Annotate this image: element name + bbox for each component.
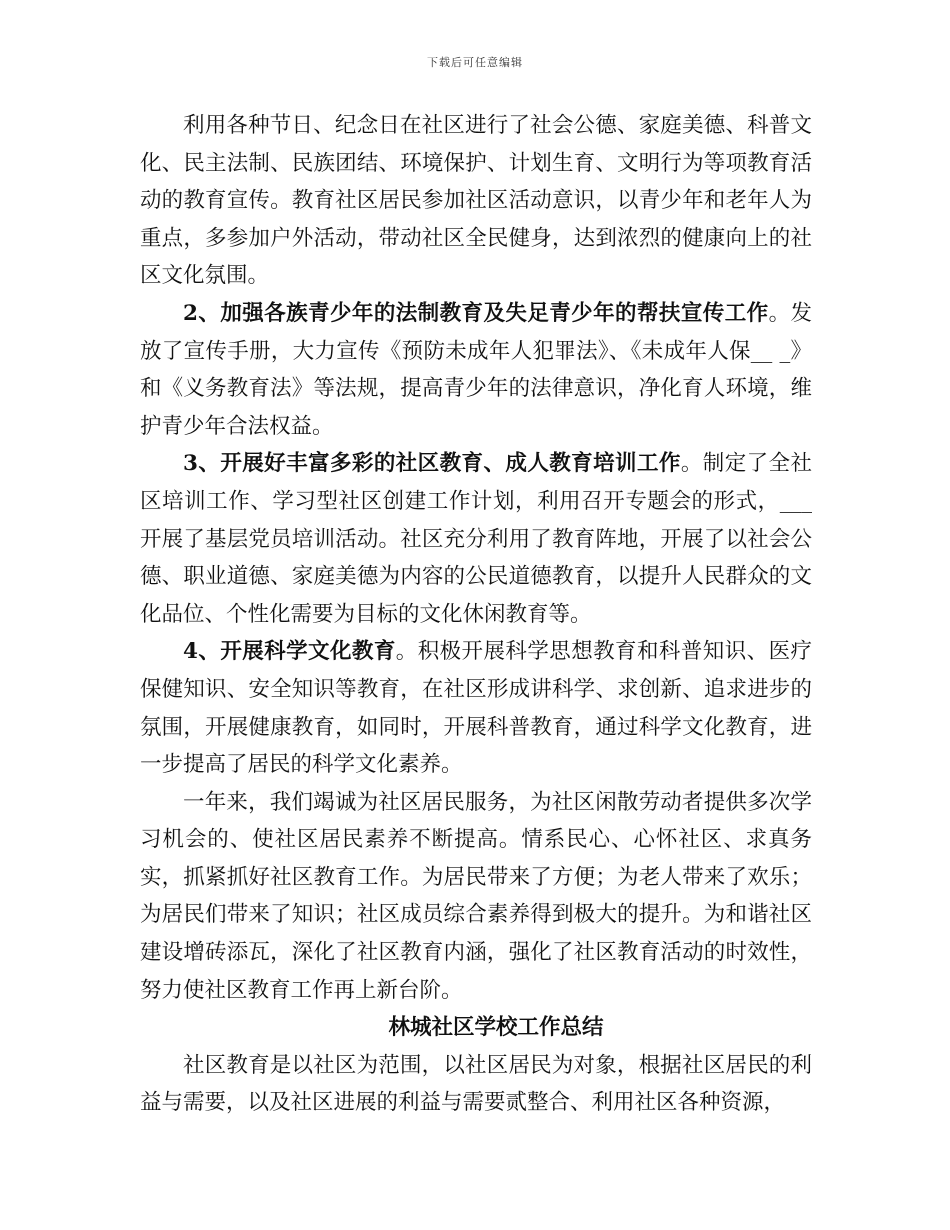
document-body (140, 107, 812, 1122)
paragraph-4-heading: 4、开展科学文化教育 (183, 639, 396, 665)
paragraph-3-heading: 3、开展好丰富多彩的社区教育、成人教育培训工作 (183, 451, 681, 477)
paragraph-2-heading: 2、加强各族青少年的法制教育及失足青少年的帮扶宣传工作 (183, 300, 769, 326)
paragraph-5: 一年来，我们竭诚为社区居民服务，为社区闲散劳动者提供多次学习机会的、使社区居民素养不断提高。情系民心、心怀社区、求真务实，抓紧抓好社区教育工作。为居民带来了方便；为老人带来了欢乐；为居民们带来了知识；社区成员综合素养得到极大的提升。为和谐社区建设增砖添瓦，深化了社区教育内涵，强化了社区教育活动的时效性，努力使社区教育工作再上新台阶。 (140, 789, 812, 1003)
paragraph-1: 利用各种节日、纪念日在社区进行了社会公德、家庭美德、科普文化、民主法制、民族团结、环境保护、计划生育、文明行为等项教育活动的教育宣传。教育社区居民参加社区活动意识，以青少年和老年人为重点，多参加户外活动，带动社区全民健身，达到浓烈的健康向上的社区文化氛围。 (140, 113, 812, 289)
paragraph-3 (140, 445, 812, 633)
header-note: 下载后可任意编辑 (427, 56, 523, 69)
paragraph-4-text: 。积极开展科学思想教育和科普知识、医疗保健知识、安全知识等教育，在社区形成讲科学、求创新、追求进步的氛围，开展健康教育，如同时，开展科普教育，通过科学文化教育，进一步提高了居民的科学文化素养。 (140, 639, 812, 778)
paragraph-3-text: 。制定了全社区培训工作、学习型社区创建工作计划，利用召开专题会的形式，___开展了基层党员培训活动。社区充分利用了教育阵地，开展了以社会公德、职业道德、家庭美德为内容的公民道德教育，以提升人民群众的文化品位、个性化需要为目标的文化休闲教育等。 (140, 451, 812, 627)
section-title: 林城社区学校工作总结 (388, 1015, 604, 1041)
paragraph-4 (140, 633, 812, 783)
paragraph-6: 社区教育是以社区为范围，以社区居民为对象，根据社区居民的利益与需要，以及社区进展的利益与需要贰整合、利用社区各种资源， (140, 1052, 812, 1116)
paragraph-2-text: 。发放了宣传手册，大力宣传《预防未成年人犯罪法》、《未成年人保__ _》和《义务教育法》等法规，提高青少年的法律意识，净化育人环境，维护青少年合法权益。 (140, 300, 812, 439)
paragraph-2 (140, 295, 812, 445)
